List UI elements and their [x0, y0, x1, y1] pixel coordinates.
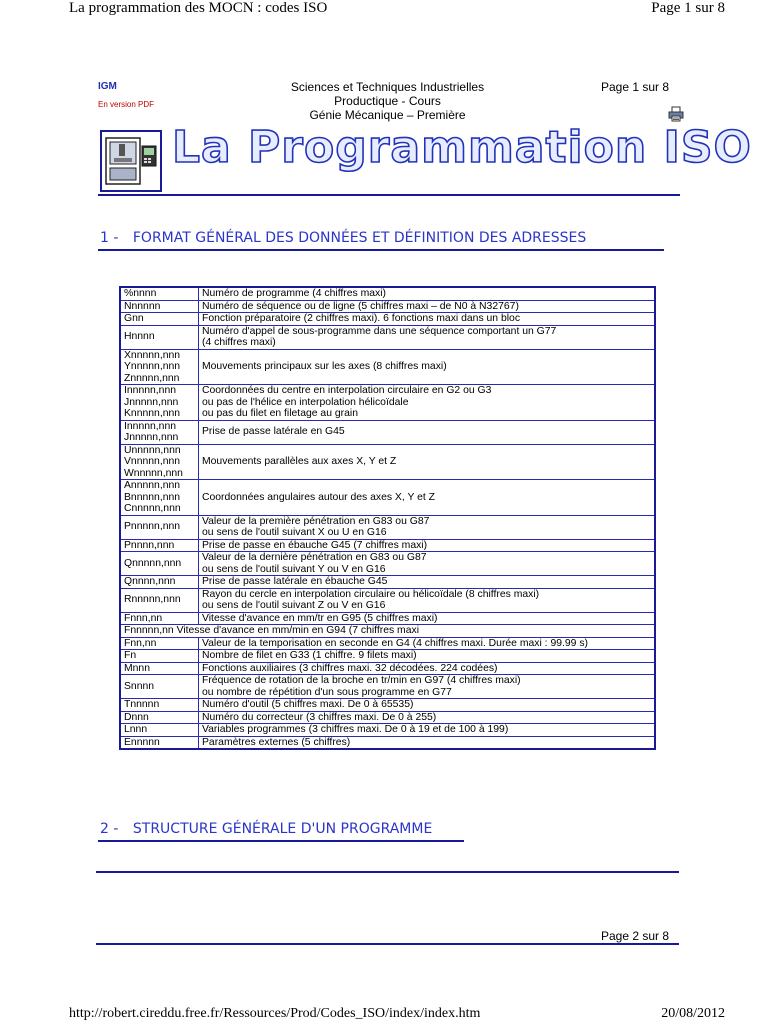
- table-cell-code: Fnnn,nn: [120, 612, 199, 625]
- table-row: [120, 612, 655, 625]
- table-cell-description: Coordonnées du centre en interpolation circulaire en G2 ou G3 ou pas de l'hélice en interpolation hélicoïdale ou pas du filet en filetage au grain: [199, 385, 656, 421]
- section-1-number: 1 -: [100, 230, 119, 246]
- section-2-number: 2 -: [100, 821, 119, 837]
- header-line-3: Génie Mécanique – Première: [309, 108, 466, 122]
- table-row: [120, 637, 655, 650]
- table-row: [120, 385, 655, 421]
- table-cell-description: Coordonnées angulaires autour des axes X, Y et Z: [199, 480, 656, 516]
- table-cell-description: Nombre de filet en G33 (1 chiffre. 9 filets maxi): [199, 650, 656, 663]
- table-cell-description: Mouvements principaux sur les axes (8 chiffres maxi): [199, 349, 656, 385]
- print-header-page: Page 1 sur 8: [651, 0, 725, 16]
- table-cell-description: Valeur de la première pénétration en G83 ou G87 ou sens de l'outil suivant X ou U en G16: [199, 515, 656, 539]
- table-cell-description: Prise de passe en ébauche G45 (7 chiffres maxi): [199, 539, 656, 552]
- page-break-divider: [96, 943, 679, 945]
- table-cell-code: Mnnn: [120, 662, 199, 675]
- table-cell-description: Fonction préparatoire (2 chiffres maxi). 6 fonctions maxi dans un bloc: [199, 313, 656, 326]
- table-row: [120, 420, 655, 444]
- table-cell-code: Innnnn,nnn Jnnnnn,nnn Knnnnn,nnn: [120, 385, 199, 421]
- table-cell-description: Paramètres externes (5 chiffres): [199, 736, 656, 749]
- table-row: [120, 444, 655, 480]
- table-cell-code: Lnnn: [120, 724, 199, 737]
- table-row: [120, 699, 655, 712]
- table-cell-description: Valeur de la dernière pénétration en G83 ou G87 ou sens de l'outil suivant Y ou V en G16: [199, 552, 656, 576]
- table-cell-code: Fn: [120, 650, 199, 663]
- table-row: [120, 675, 655, 699]
- table-cell-code: Qnnnnn,nnn: [120, 552, 199, 576]
- table-cell-code: Unnnnn,nnn Vnnnnn,nnn Wnnnnn,nnn: [120, 444, 199, 480]
- table-row: [120, 539, 655, 552]
- header-line-1: Sciences et Techniques Industrielles: [290, 80, 485, 94]
- table-row: [120, 724, 655, 737]
- table-cell-code: Rnnnnn,nnn: [120, 588, 199, 612]
- table-row: [120, 588, 655, 612]
- table-row: [120, 300, 655, 313]
- table-cell-code: Pnnnn,nnn: [120, 539, 199, 552]
- table-cell-code: Gnn: [120, 313, 199, 326]
- table-row: [120, 515, 655, 539]
- section-1-title: FORMAT GÉNÉRAL DES DONNÉES ET DÉFINITION DES ADRESSES: [132, 230, 587, 246]
- table-cell-code: Annnnn,nnn Bnnnnn,nnn Cnnnnn,nnn: [120, 480, 199, 516]
- table-cell-description: Valeur de la temporisation en seconde en G4 (4 chiffres maxi. Durée maxi : 99.99 s): [199, 637, 656, 650]
- table-cell-code: Pnnnnn,nnn: [120, 515, 199, 539]
- table-cell-code: Hnnnn: [120, 325, 199, 349]
- print-header-title: La programmation des MOCN : codes ISO: [69, 0, 328, 16]
- table-cell-description: Numéro d'outil (5 chiffres maxi. De 0 à 65535): [199, 699, 656, 712]
- table-cell-code: Innnnn,nnn Jnnnnn,nnn: [120, 420, 199, 444]
- table-cell-code: Dnnn: [120, 711, 199, 724]
- table-row: [120, 625, 655, 638]
- section-1-heading: [100, 230, 586, 246]
- table-cell-description: Numéro de séquence ou de ligne (5 chiffres maxi – de N0 à N32767): [199, 300, 656, 313]
- table-row: [120, 552, 655, 576]
- table-cell-code: Xnnnnn,nnn Ynnnnn,nnn Znnnnn,nnn: [120, 349, 199, 385]
- table-cell-description: Prise de passe latérale en ébauche G45: [199, 576, 656, 589]
- table-cell-description: Prise de passe latérale en G45: [199, 420, 656, 444]
- address-table: [119, 286, 656, 750]
- print-icon[interactable]: [668, 106, 684, 122]
- section-2-underline: [98, 840, 464, 842]
- table-row: [120, 313, 655, 326]
- section-2-title: STRUCTURE GÉNÉRALE D'UN PROGRAMME: [132, 821, 433, 837]
- table-row: [120, 349, 655, 385]
- doc-header-center: [260, 80, 515, 122]
- table-row: [120, 576, 655, 589]
- table-cell-merged: Fnnnnn,nn Vitesse d'avance en mm/min en G94 (7 chiffres maxi: [120, 625, 655, 638]
- title-divider: [98, 194, 680, 196]
- table-cell-description: Numéro du correcteur (3 chiffres maxi. De 0 à 255): [199, 711, 656, 724]
- cnc-machine-logo: [100, 130, 162, 192]
- content-divider: [96, 871, 679, 873]
- table-cell-description: Fréquence de rotation de la broche en tr/min en G97 (4 chiffres maxi) ou nombre de répétition d'un sous programme en G77: [199, 675, 656, 699]
- table-row: [120, 662, 655, 675]
- table-cell-description: Numéro d'appel de sous-programme dans une séquence comportant un G77 (4 chiffres maxi): [199, 325, 656, 349]
- table-cell-description: Variables programmes (3 chiffres maxi. De 0 à 19 et de 100 à 199): [199, 724, 656, 737]
- header-line-2: Productique - Cours: [334, 94, 441, 108]
- main-title: La Programmation ISO: [172, 122, 752, 173]
- section-2-heading: [100, 821, 432, 837]
- table-cell-code: Snnnn: [120, 675, 199, 699]
- pdf-note[interactable]: En version PDF: [98, 100, 155, 109]
- org-label: IGM: [98, 81, 117, 92]
- table-row: [120, 287, 655, 300]
- table-cell-code: Fnn,nn: [120, 637, 199, 650]
- table-cell-code: Ennnnn: [120, 736, 199, 749]
- table-cell-description: Numéro de programme (4 chiffres maxi): [199, 287, 656, 300]
- table-cell-code: %nnnn: [120, 287, 199, 300]
- table-cell-code: Tnnnnn: [120, 699, 199, 712]
- section-1-underline: [98, 249, 664, 251]
- table-cell-description: Vitesse d'avance en mm/tr en G95 (5 chiffres maxi): [199, 612, 656, 625]
- page-indicator-bottom: Page 2 sur 8: [601, 929, 670, 943]
- table-row: [120, 480, 655, 516]
- page-indicator-top: Page 1 sur 8: [601, 80, 670, 94]
- cnc-machine-icon: [102, 132, 160, 190]
- table-cell-description: Rayon du cercle en interpolation circulaire ou hélicoïdale (8 chiffres maxi) ou sens de l'outil suivant Z ou V en G16: [199, 588, 656, 612]
- table-row: [120, 711, 655, 724]
- table-row: [120, 650, 655, 663]
- table-cell-code: Nnnnnn: [120, 300, 199, 313]
- table-row: [120, 736, 655, 749]
- print-footer-date: 20/08/2012: [661, 1006, 725, 1021]
- table-cell-code: Qnnnn,nnn: [120, 576, 199, 589]
- table-cell-description: Mouvements parallèles aux axes X, Y et Z: [199, 444, 656, 480]
- table-cell-description: Fonctions auxiliaires (3 chiffres maxi. 32 décodées. 224 codées): [199, 662, 656, 675]
- table-row: [120, 325, 655, 349]
- print-footer-url[interactable]: http://robert.cireddu.free.fr/Ressources/Prod/Codes_ISO/index/index.htm: [69, 1006, 481, 1021]
